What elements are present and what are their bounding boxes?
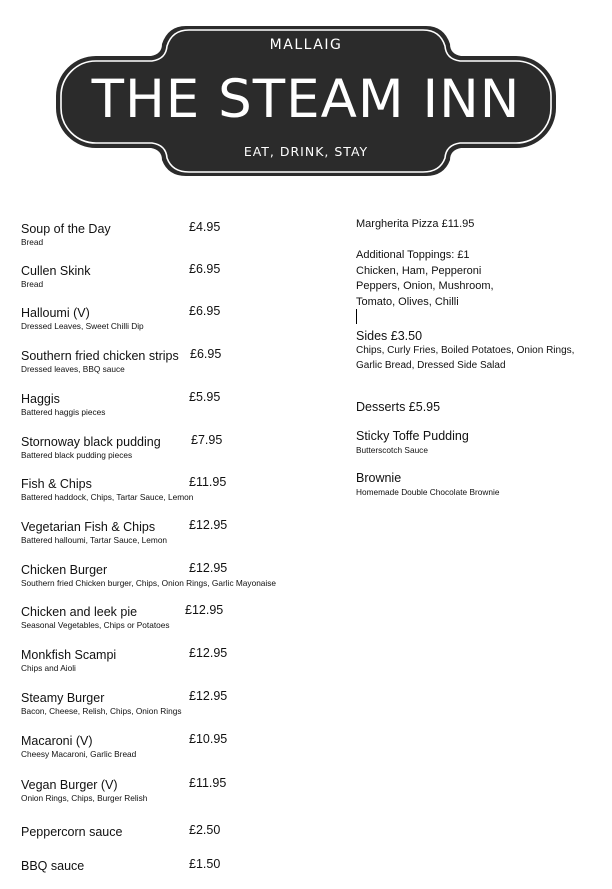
dessert-item bbox=[356, 470, 499, 497]
menu-item-name: Soup of the Day bbox=[21, 222, 111, 236]
text-cursor bbox=[356, 309, 357, 324]
menu-item-description: Bread bbox=[21, 279, 44, 289]
menu-item bbox=[21, 561, 276, 588]
menu-item-description: Dressed Leaves, Sweet Chilli Dip bbox=[21, 321, 144, 331]
dessert-item-name: Brownie bbox=[356, 471, 402, 485]
menu-item-description: Cheesy Macaroni, Garlic Bread bbox=[21, 749, 137, 759]
pizza-title: Margherita Pizza £11.95 bbox=[356, 218, 475, 230]
menu-item-price: £12.95 bbox=[185, 603, 224, 617]
menu-item-price: £12.95 bbox=[189, 646, 228, 660]
menu-item-price: £11.95 bbox=[189, 475, 227, 489]
toppings-title: Additional Toppings: £1 bbox=[356, 249, 470, 261]
menu-item-price: £2.50 bbox=[189, 823, 221, 837]
menu-item-name: Steamy Burger bbox=[21, 691, 105, 705]
menu-item-name: Haggis bbox=[21, 392, 60, 406]
menu-item bbox=[21, 689, 228, 716]
menu-item-price: £7.95 bbox=[191, 433, 223, 447]
menu-item-name: BBQ sauce bbox=[21, 859, 85, 873]
menu-item-description: Seasonal Vegetables, Chips or Potatoes bbox=[21, 620, 170, 630]
menu-item-name: Fish & Chips bbox=[21, 477, 92, 491]
logo-location: MALLAIG bbox=[269, 37, 343, 53]
menu-item-price: £6.95 bbox=[189, 304, 221, 318]
menu-item-description: Battered halloumi, Tartar Sauce, Lemon bbox=[21, 535, 168, 545]
menu-item-price: £6.95 bbox=[189, 262, 221, 276]
menu-item-name: Chicken and leek pie bbox=[21, 605, 138, 619]
menu-item bbox=[21, 732, 228, 759]
menu-item bbox=[21, 603, 224, 630]
menu-item-name: Halloumi (V) bbox=[21, 306, 90, 320]
menu-item bbox=[21, 776, 227, 803]
menu-item-price: £6.95 bbox=[190, 347, 222, 361]
menu-item-name: Southern fried chicken strips bbox=[21, 349, 179, 363]
dessert-item bbox=[356, 428, 469, 455]
menu-item-description: Battered haggis pieces bbox=[21, 407, 106, 417]
menu-item-name: Chicken Burger bbox=[21, 563, 108, 577]
menu-item-price: £12.95 bbox=[189, 689, 228, 703]
menu-item bbox=[21, 823, 221, 839]
dessert-item-description: Butterscotch Sauce bbox=[356, 445, 428, 455]
logo-title: THE STEAM INN bbox=[91, 69, 521, 130]
desserts-section bbox=[356, 399, 440, 415]
menu-item-price: £11.95 bbox=[189, 776, 227, 790]
menu-item bbox=[21, 646, 228, 673]
logo-tagline: EAT, DRINK, STAY bbox=[243, 144, 369, 159]
sides-title: Sides £3.50 bbox=[356, 329, 423, 343]
desserts-title: Desserts £5.95 bbox=[356, 400, 441, 414]
menu-item-name: Cullen Skink bbox=[21, 264, 91, 278]
menu-item-price: £12.95 bbox=[189, 518, 228, 532]
menu-item bbox=[21, 262, 221, 289]
menu-item-price: £12.95 bbox=[189, 561, 228, 575]
menu-item bbox=[21, 304, 221, 331]
pizza-section bbox=[356, 217, 474, 233]
sides-section bbox=[356, 328, 574, 373]
menu-item bbox=[21, 433, 223, 460]
menu-item-name: Vegetarian Fish & Chips bbox=[21, 520, 156, 534]
sides-line: Chips, Curly Fries, Boiled Potatoes, Onion Rings, bbox=[356, 345, 575, 356]
menu-item bbox=[21, 475, 227, 502]
menu-item bbox=[21, 518, 228, 545]
menu-item-name: Stornoway black pudding bbox=[21, 435, 161, 449]
toppings-section bbox=[356, 248, 494, 310]
menu-item bbox=[21, 220, 221, 247]
menu-item-name: Vegan Burger (V) bbox=[21, 778, 118, 792]
menu-item-description: Battered haddock, Chips, Tartar Sauce, Lemon bbox=[21, 492, 194, 502]
sides-line: Garlic Bread, Dressed Side Salad bbox=[356, 359, 506, 371]
menu-item-description: Battered black pudding pieces bbox=[21, 450, 133, 460]
menu-item bbox=[21, 390, 221, 417]
menu-item-description: Onion Rings, Chips, Burger Relish bbox=[21, 793, 148, 803]
menu-item-name: Macaroni (V) bbox=[21, 734, 93, 748]
menu-item bbox=[21, 347, 222, 374]
menu-item-price: £5.95 bbox=[189, 390, 221, 404]
menu-item-description: Chips and Aioli bbox=[21, 663, 76, 673]
menu-item-description: Bacon, Cheese, Relish, Chips, Onion Rings bbox=[21, 706, 182, 716]
menu-item bbox=[21, 857, 221, 873]
toppings-line: Peppers, Onion, Mushroom, bbox=[356, 280, 494, 292]
menu-item-name: Peppercorn sauce bbox=[21, 825, 123, 839]
inn-logo bbox=[46, 26, 566, 176]
dessert-item-description: Homemade Double Chocolate Brownie bbox=[356, 487, 500, 497]
menu-item-price: £4.95 bbox=[189, 220, 221, 234]
toppings-line: Tomato, Olives, Chilli bbox=[356, 295, 459, 308]
dessert-item-name: Sticky Toffe Pudding bbox=[356, 429, 469, 443]
menu-item-name: Monkfish Scampi bbox=[21, 648, 117, 662]
menu-item-price: £10.95 bbox=[189, 732, 228, 746]
menu-item-description: Southern fried Chicken burger, Chips, Onion Rings, Garlic Mayonaise bbox=[21, 578, 277, 588]
menu-item-description: Dressed leaves, BBQ sauce bbox=[21, 364, 125, 374]
menu-item-description: Bread bbox=[21, 237, 44, 247]
toppings-line: Chicken, Ham, Pepperoni bbox=[356, 264, 482, 277]
menu-item-price: £1.50 bbox=[189, 857, 221, 871]
